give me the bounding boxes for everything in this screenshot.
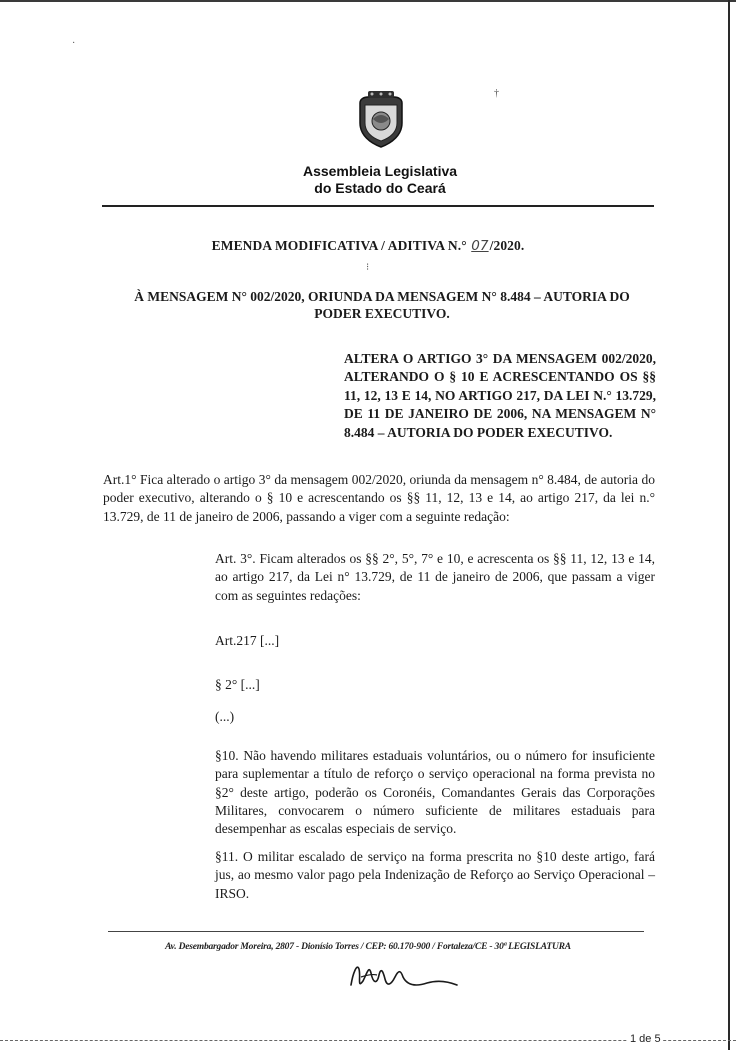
page-bottom-line bbox=[0, 1040, 736, 1041]
quoted-article-3: Art. 3°. Ficam alterados os §§ 2°, 5°, 7° e 10, e acrescenta os §§ 11, 12, 13 e 14, ao artigo 217, da Lei n° 13.729, de 11 de janeiro de 2006, que passam a viger com as seguintes redações: bbox=[215, 551, 655, 603]
footer-address: Av. Desembargador Moreira, 2807 - Dionísio Torres / CEP: 60.170-900 / Fortaleza/CE - 30ª LEGISLATURA bbox=[165, 942, 571, 952]
quoted-paragraph-2: § 2° [...] bbox=[215, 677, 260, 692]
amendment-title-prefix: EMENDA MODIFICATIVA / ADITIVA N.° bbox=[211, 238, 471, 253]
header-divider bbox=[102, 205, 654, 207]
amendment-title-suffix: /2020. bbox=[489, 238, 525, 253]
organization-name-line1: Assembleia Legislativa bbox=[302, 163, 458, 179]
article-1-paragraph: Art.1° Fica alterado o artigo 3° da mensagem 002/2020, oriunda da mensagem n° 8.484, de autoria do poder executivo, alterando o § 10 e acrescentando os §§ 11, 12, 13 e 14, ao artigo 217, da lei n.° 13.729, de 11 de janeiro de 2006, passando a viger com a seguinte redação: bbox=[103, 472, 655, 524]
scan-speck: · bbox=[72, 38, 76, 49]
scan-edge-top bbox=[0, 0, 736, 2]
message-reference-line2: PODER EXECUTIVO. bbox=[314, 306, 450, 321]
scan-edge-right bbox=[728, 0, 730, 1050]
summary-ementa: ALTERA O ARTIGO 3° DA MENSAGEM 002/2020, ALTERANDO O § 10 E ACRESCENTANDO OS §§ 11, 12, 13 E 14, NO ARTIGO 217, DA LEI N.° 13.729, DE 11 DE JANEIRO DE 2006, NA MENSAGEM N° 8.484 – AUTORIA DO PODER EXECUTIVO. bbox=[344, 351, 656, 440]
quoted-paragraph-10: §10. Não havendo militares estaduais voluntários, ou o número for insuficiente para suplementar a título de reforço o serviço operacional na forma prevista no §2° deste artigo, poderão os Coronéis, Comandantes Gerais das Corporações Militares, convocarem o número suficiente de militares estaduais para desempenhar as escalas especiais de serviço. bbox=[215, 748, 655, 837]
scan-speck: ⁝ bbox=[366, 262, 370, 273]
footer-divider bbox=[108, 931, 644, 932]
signature-icon bbox=[343, 955, 463, 995]
organization-name bbox=[260, 163, 500, 197]
coat-of-arms-icon bbox=[354, 89, 408, 149]
message-reference bbox=[112, 288, 652, 322]
organization-name-line2: do Estado do Ceará bbox=[314, 180, 446, 196]
scan-speck: † bbox=[494, 88, 499, 99]
amendment-title bbox=[0, 238, 736, 254]
quoted-paragraph-11: §11. O militar escalado de serviço na forma prescrita no §10 deste artigo, fará jus, ao mesmo valor pago pela Indenização de Reforço ao Serviço Operacional – IRSO. bbox=[215, 849, 655, 901]
quoted-article-217: Art.217 [...] bbox=[215, 633, 280, 648]
amendment-number: 07 bbox=[471, 238, 489, 254]
quoted-omission: (...) bbox=[215, 709, 235, 724]
message-reference-line1: À MENSAGEM N° 002/2020, ORIUNDA DA MENSAGEM N° 8.484 – AUTORIA DO bbox=[134, 289, 630, 304]
page-number: 1 de 5 bbox=[630, 1033, 661, 1045]
